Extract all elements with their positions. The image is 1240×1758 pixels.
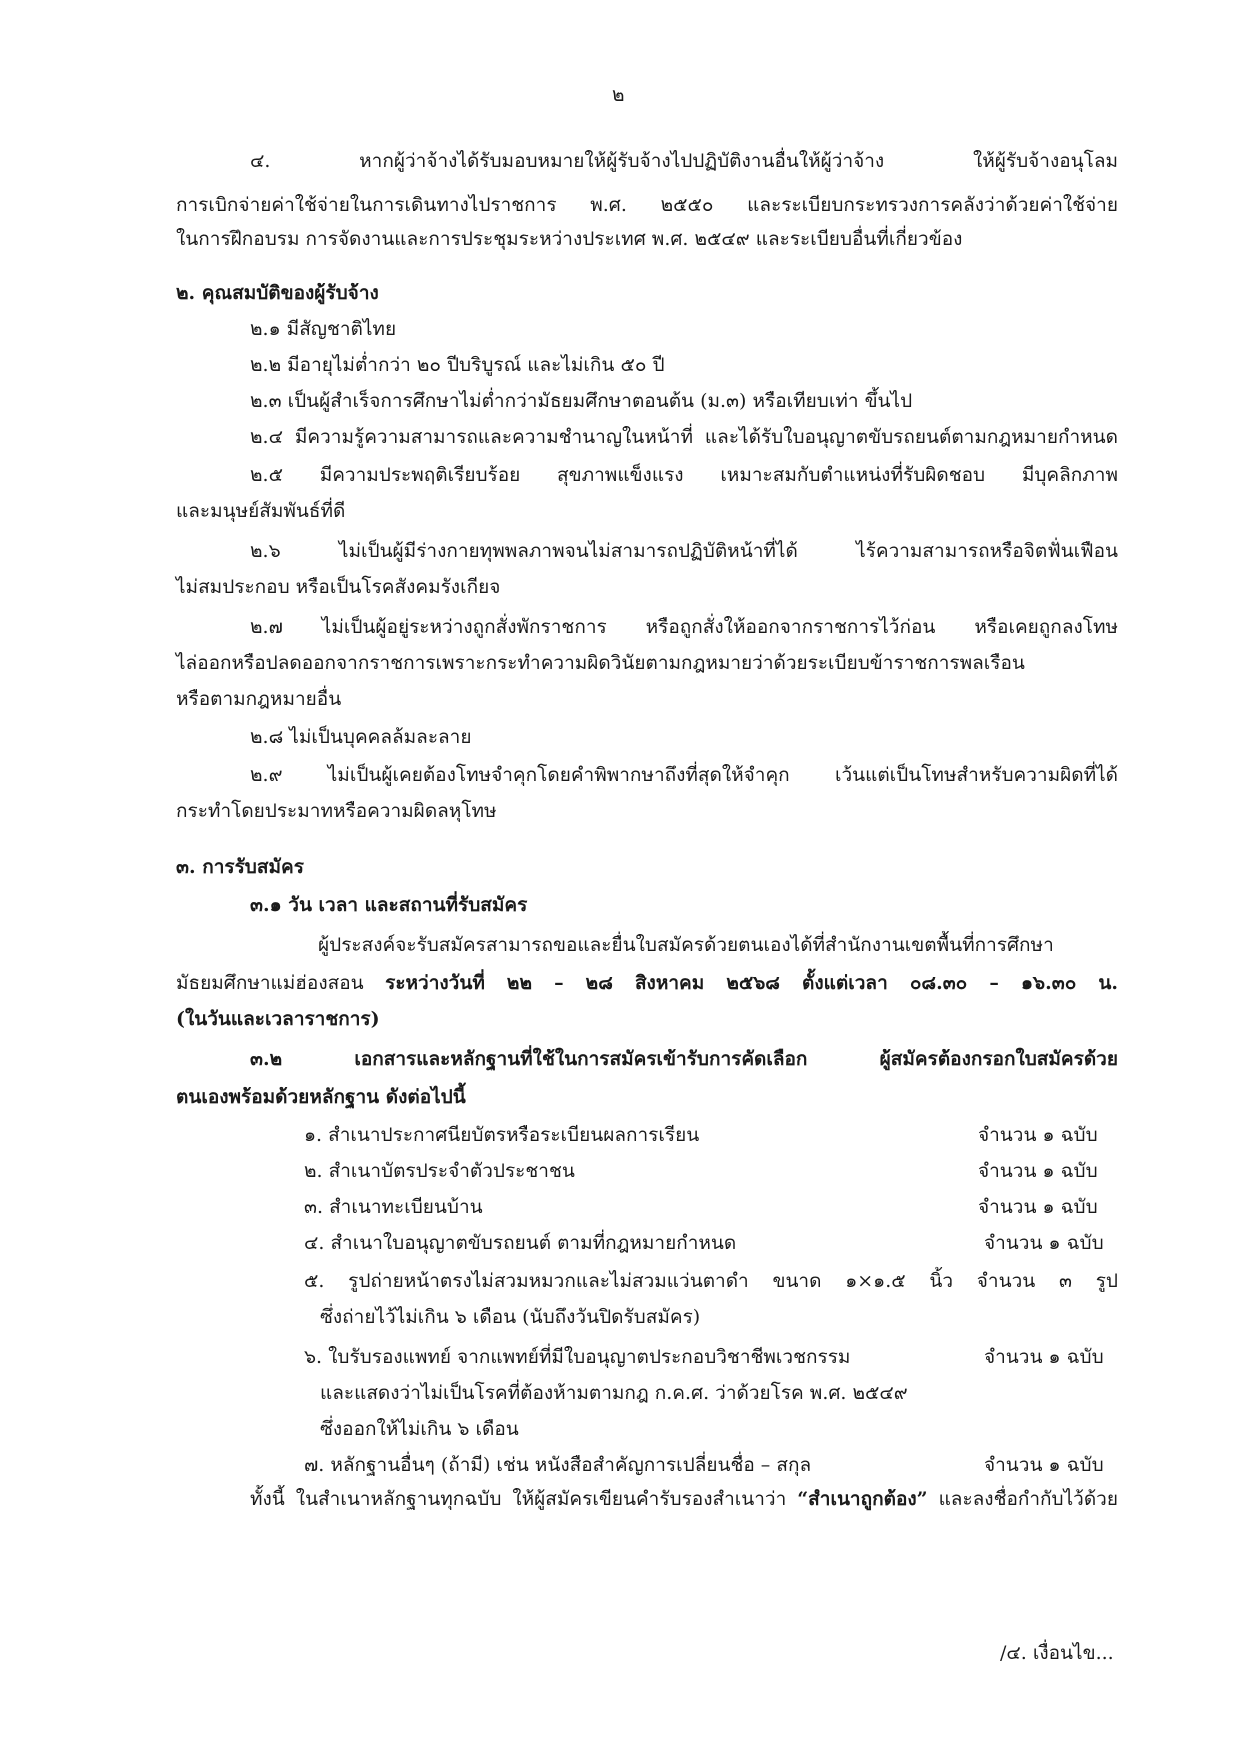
document-amount: จำนวน ๑ ฉบับ: [984, 1232, 1104, 1254]
document-item-cont: ซึ่งออกให้ไม่เกิน ๖ เดือน: [320, 1418, 519, 1440]
para4-line3: ในการฝึกอบรม การจัดงานและการประชุมระหว่างประเทศ พ.ศ. ๒๕๔๙ และระเบียบอื่นที่เกี่ยวข้อง: [176, 228, 963, 250]
qualification-item: ๒.๙ ไม่เป็นผู้เคยต้องโทษจำคุกโดยคำพิพากษาถึงที่สุดให้จำคุก เว้นแต่เป็นโทษสำหรับความผิดที่ได้: [250, 764, 1118, 786]
qualification-item: ๒.๔ มีความรู้ความสามารถและความชำนาญในหน้าที่ และได้รับใบอนุญาตขับรถยนต์ตามกฎหมายกำหนด: [250, 426, 1118, 448]
document-item: ๒. สำเนาบัตรประจำตัวประชาชน: [304, 1160, 575, 1182]
document-amount: จำนวน ๑ ฉบับ: [978, 1124, 1098, 1146]
document-amount: จำนวน ๑ ฉบับ: [984, 1454, 1104, 1476]
document-item-cont: ซึ่งถ่ายไว้ไม่เกิน ๖ เดือน (นับถึงวันปิดรับสมัคร): [320, 1306, 701, 1328]
qualification-item: ๒.๒ มีอายุไม่ต่ำกว่า ๒๐ ปีบริบูรณ์ และไม่เกิน ๕๐ ปี: [250, 354, 665, 376]
document-amount: จำนวน ๑ ฉบับ: [978, 1160, 1098, 1182]
section3-2-line1: ๓.๒ เอกสารและหลักฐานที่ใช้ในการสมัครเข้ารับการคัดเลือก ผู้สมัครต้องกรอกใบสมัครด้วย: [250, 1048, 1118, 1070]
section3-1-period: ระหว่างวันที่ ๒๒ – ๒๘ สิงหาคม ๒๕๖๘ ตั้งแต่เวลา ๐๘.๓๐ – ๑๖.๓๐ น.: [385, 972, 1118, 994]
qualification-item-cont: กระทำโดยประมาทหรือความผิดลหุโทษ: [176, 800, 497, 822]
certification-note: [250, 1484, 1118, 1514]
certification-note-post: และลงชื่อกำกับไว้ด้วย: [927, 1488, 1118, 1510]
document-amount: จำนวน ๑ ฉบับ: [978, 1196, 1098, 1218]
section3-heading: ๓. การรับสมัคร: [176, 856, 304, 878]
qualification-item: ๒.๘ ไม่เป็นบุคคลล้มละลาย: [250, 726, 472, 748]
document-item: ๖. ใบรับรองแพทย์ จากแพทย์ที่มีใบอนุญาตประกอบวิชาชีพเวชกรรม: [304, 1346, 851, 1368]
page-number: ๒: [612, 84, 625, 106]
section3-1-place: มัธยมศึกษาแม่ฮ่องสอน: [176, 972, 386, 994]
qualification-item-cont: ไล่ออกหรือปลดออกจากราชการเพราะกระทำความผิดวินัยตามกฎหมายว่าด้วยระเบียบข้าราชการพลเรือน: [176, 652, 1025, 674]
section3-1-line3: (ในวันและเวลาราชการ): [176, 1008, 380, 1030]
document-item-cont: และแสดงว่าไม่เป็นโรคที่ต้องห้ามตามกฎ ก.ค.ศ. ว่าด้วยโรค พ.ศ. ๒๕๔๙: [320, 1382, 908, 1404]
qualification-item: ๒.๖ ไม่เป็นผู้มีร่างกายทุพพลภาพจนไม่สามารถปฏิบัติหน้าที่ได้ ไร้ความสามารถหรือจิตฟั่นเฟือน: [250, 540, 1118, 562]
qualification-item-cont: และมนุษย์สัมพันธ์ที่ดี: [176, 500, 346, 522]
next-page-marker: /๔. เงื่อนไข...: [1000, 1642, 1114, 1664]
qualification-item: ๒.๑ มีสัญชาติไทย: [250, 318, 397, 340]
section2-heading: ๒. คุณสมบัติของผู้รับจ้าง: [176, 282, 379, 304]
qualification-item: ๒.๗ ไม่เป็นผู้อยู่ระหว่างถูกสั่งพักราชการ หรือถูกสั่งให้ออกจากราชการไว้ก่อน หรือเคยถูกลงโทษ: [250, 616, 1118, 638]
document-item: ๓. สำเนาทะเบียนบ้าน: [304, 1196, 483, 1218]
section3-2-line2: ตนเองพร้อมด้วยหลักฐาน ดังต่อไปนี้: [176, 1086, 466, 1108]
document-item: ๑. สำเนาประกาศนียบัตรหรือระเบียนผลการเรียน: [304, 1124, 700, 1146]
qualification-item: ๒.๕ มีความประพฤติเรียบร้อย สุขภาพแข็งแรง เหมาะสมกับตำแหน่งที่รับผิดชอบ มีบุคลิกภาพ: [250, 464, 1118, 486]
qualification-item-cont: หรือตามกฎหมายอื่น: [176, 688, 342, 710]
document-item: ๔. สำเนาใบอนุญาตขับรถยนต์ ตามที่กฎหมายกำหนด: [304, 1232, 737, 1254]
document-item: ๕. รูปถ่ายหน้าตรงไม่สวมหมวกและไม่สวมแว่นตาดำ ขนาด ๑×๑.๕ นิ้ว จำนวน ๓ รูป: [304, 1270, 1118, 1292]
section3-1-line1: ผู้ประสงค์จะรับสมัครสามารถขอและยื่นใบสมัครด้วยตนเองได้ที่สำนักงานเขตพื้นที่การศึกษา: [318, 934, 1054, 956]
para4-line1: ๔. หากผู้ว่าจ้างได้รับมอบหมายให้ผู้รับจ้างไปปฏิบัติงานอื่นให้ผู้ว่าจ้าง ให้ผู้รับจ้างอนุโลม: [250, 150, 1118, 172]
document-amount: จำนวน ๑ ฉบับ: [984, 1346, 1104, 1368]
qualification-item: ๒.๓ เป็นผู้สำเร็จการศึกษาไม่ต่ำกว่ามัธยมศึกษาตอนต้น (ม.๓) หรือเทียบเท่า ขึ้นไป: [250, 390, 913, 412]
section3-1-line2: [176, 968, 1118, 998]
certification-note-pre: ทั้งนี้ ในสำเนาหลักฐานทุกฉบับ ให้ผู้สมัครเขียนคำรับรองสำเนาว่า: [250, 1488, 798, 1510]
para4-line2: การเบิกจ่ายค่าใช้จ่ายในการเดินทางไปราชการ พ.ศ. ๒๕๕๐ และระเบียบกระทรวงการคลังว่าด้วยค่าใช้จ่าย: [176, 194, 1118, 216]
section3-1-heading: ๓.๑ วัน เวลา และสถานที่รับสมัคร: [250, 894, 528, 916]
qualification-item-cont: ไม่สมประกอบ หรือเป็นโรคสังคมรังเกียจ: [176, 576, 501, 598]
document-item: ๗. หลักฐานอื่นๆ (ถ้ามี) เช่น หนังสือสำคัญการเปลี่ยนชื่อ – สกุล: [304, 1454, 812, 1476]
certification-phrase: “สำเนาถูกต้อง”: [797, 1488, 928, 1510]
